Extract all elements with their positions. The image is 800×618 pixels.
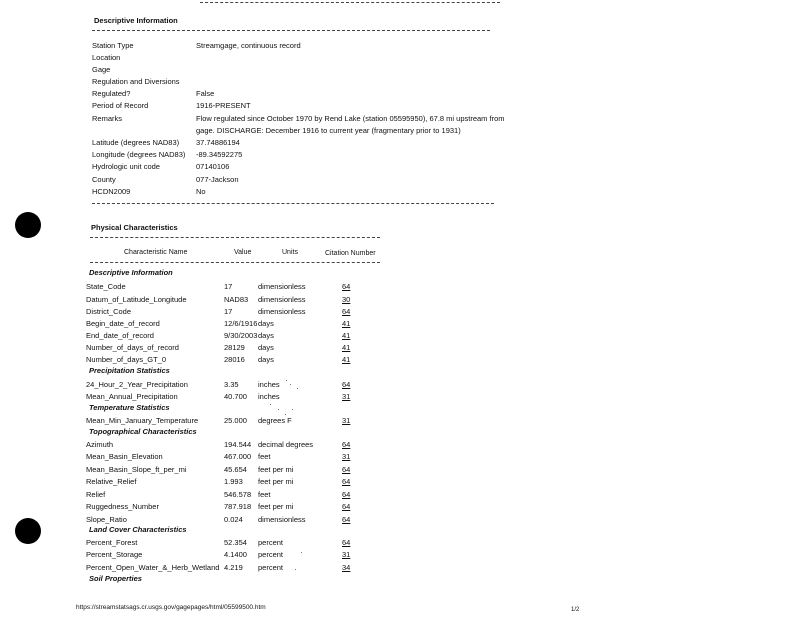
scan-speck: [286, 380, 287, 381]
characteristic-value: 787.918: [224, 502, 252, 511]
scan-speck: [270, 404, 271, 405]
citation-link[interactable]: 64: [342, 477, 351, 486]
descriptive-label: HCDN2009: [92, 187, 131, 196]
descriptive-label: Hydrologic unit code: [92, 162, 160, 171]
descriptive-top-rule: [92, 30, 490, 31]
characteristic-units: dimensionless: [258, 295, 306, 304]
characteristic-value: 546.578: [224, 490, 252, 499]
citation-link[interactable]: 64: [342, 490, 351, 499]
characteristic-name: Number_of_days_of_record: [86, 343, 179, 352]
col-header-citation: Citation Number: [325, 250, 376, 257]
characteristic-units: feet per mi: [258, 477, 294, 486]
characteristic-name: Mean_Annual_Precipitation: [86, 392, 178, 401]
physical-title: Physical Characteristics: [91, 223, 178, 232]
col-header-value: Value: [234, 249, 252, 256]
page-number: 1/2: [571, 607, 580, 613]
scan-speck: [278, 409, 279, 410]
col-header-units: Units: [282, 249, 298, 256]
citation-link[interactable]: 31: [342, 550, 351, 559]
characteristic-value: 17: [224, 307, 233, 316]
scan-speck: [295, 569, 296, 570]
citation-link[interactable]: 31: [342, 416, 351, 425]
characteristic-name: 24_Hour_2_Year_Precipitation: [86, 380, 188, 389]
descriptive-label: Period of Record: [92, 101, 149, 110]
characteristic-name: Percent_Open_Water_&_Herb_Wetland: [86, 563, 220, 572]
characteristic-name: Relative_Relief: [86, 477, 137, 486]
characteristic-name: Relief: [86, 490, 106, 499]
characteristic-units: feet: [258, 452, 271, 461]
characteristic-name: State_Code: [86, 282, 126, 291]
characteristic-units: inches: [258, 392, 280, 401]
physical-top-rule: [90, 237, 380, 238]
characteristic-value: 0.024: [224, 515, 243, 524]
characteristic-units: inches: [258, 380, 280, 389]
descriptive-value: gage. DISCHARGE: December 1916 to current year (fragmentary prior to 1931): [196, 126, 461, 135]
characteristic-value: 25.000: [224, 416, 247, 425]
citation-link[interactable]: 31: [342, 392, 351, 401]
characteristic-value: 45.654: [224, 465, 247, 474]
descriptive-label: Station Type: [92, 41, 134, 50]
characteristic-name: Begin_date_of_record: [86, 319, 160, 328]
citation-link[interactable]: 64: [342, 515, 351, 524]
descriptive-label: Latitude (degrees NAD83): [92, 138, 180, 147]
category-heading: Descriptive Information: [89, 268, 173, 277]
descriptive-value: 077-Jackson: [196, 175, 239, 184]
characteristic-units: percent: [258, 550, 284, 559]
characteristic-units: decimal degrees: [258, 440, 314, 449]
category-heading: Soil Properties: [89, 574, 142, 583]
citation-link[interactable]: 34: [342, 563, 351, 572]
scan-speck: [297, 388, 298, 389]
category-heading: Temperature Statistics: [89, 403, 170, 412]
characteristic-value: 17: [224, 282, 233, 291]
characteristic-value: 3.35: [224, 380, 239, 389]
descriptive-label: Regulated?: [92, 89, 131, 98]
characteristic-value: 28016: [224, 355, 245, 364]
characteristic-units: days: [258, 319, 274, 328]
characteristic-name: Number_of_days_GT_0: [86, 355, 167, 364]
characteristic-name: Percent_Storage: [86, 550, 143, 559]
characteristic-value: 4.1400: [224, 550, 247, 559]
col-header-name: Characteristic Name: [124, 249, 188, 256]
characteristic-name: Mean_Basin_Slope_ft_per_mi: [86, 465, 187, 474]
descriptive-value: 07140106: [196, 162, 230, 171]
characteristic-units: days: [258, 331, 274, 340]
citation-link[interactable]: 64: [342, 440, 351, 449]
scan-speck: [285, 414, 286, 415]
characteristic-value: 467.000: [224, 452, 252, 461]
descriptive-bottom-rule: [92, 203, 494, 204]
punch-hole-bottom: [15, 518, 41, 544]
descriptive-value: 37.74886194: [196, 138, 240, 147]
characteristic-value: 9/30/2003: [224, 331, 258, 340]
characteristic-units: dimensionless: [258, 307, 306, 316]
scan-speck: [290, 384, 291, 385]
descriptive-value: 1916-PRESENT: [196, 101, 251, 110]
header-rule: [90, 262, 380, 263]
punch-hole-top: [15, 212, 41, 238]
characteristic-value: 28129: [224, 343, 245, 352]
characteristic-units: days: [258, 343, 274, 352]
characteristic-value: 1.993: [224, 477, 243, 486]
characteristic-units: dimensionless: [258, 515, 306, 524]
characteristic-value: 4.219: [224, 563, 243, 572]
characteristic-units: feet per mi: [258, 465, 294, 474]
citation-link[interactable]: 31: [342, 452, 351, 461]
descriptive-value: Streamgage, continuous record: [196, 41, 301, 50]
characteristic-value: 12/6/1916: [224, 319, 258, 328]
descriptive-title: Descriptive Information: [94, 16, 178, 25]
descriptive-value: -89.34592275: [196, 150, 243, 159]
category-heading: Precipitation Statistics: [89, 366, 170, 375]
citation-link[interactable]: 64: [342, 538, 351, 547]
characteristic-name: End_date_of_record: [86, 331, 154, 340]
category-heading: Land Cover Characteristics: [89, 525, 187, 534]
descriptive-label: Remarks: [92, 114, 123, 123]
characteristic-units: dimensionless: [258, 282, 306, 291]
scan-speck: [301, 552, 302, 553]
citation-link[interactable]: 30: [342, 295, 351, 304]
descriptive-label: Gage: [92, 65, 111, 74]
characteristic-units: feet: [258, 490, 271, 499]
footer-url: https://streamstatsags.cr.usgs.gov/gagepages/html/05599500.htm: [76, 604, 266, 611]
citation-link[interactable]: 41: [342, 343, 351, 352]
characteristic-name: Slope_Ratio: [86, 515, 127, 524]
citation-link[interactable]: 41: [342, 355, 351, 364]
descriptive-value: No: [196, 187, 206, 196]
characteristic-value: NAD83: [224, 295, 249, 304]
descriptive-value: False: [196, 89, 215, 98]
citation-link[interactable]: 41: [342, 331, 351, 340]
characteristic-units: degrees F: [258, 416, 292, 425]
citation-link[interactable]: 64: [342, 502, 351, 511]
characteristic-units: feet per mi: [258, 502, 294, 511]
category-heading: Topographical Characteristics: [89, 427, 197, 436]
characteristic-units: percent: [258, 563, 284, 572]
characteristic-value: 40.700: [224, 392, 247, 401]
characteristic-value: 52.354: [224, 538, 247, 547]
top-rule: [200, 2, 500, 3]
descriptive-label: County: [92, 175, 116, 184]
descriptive-label: Regulation and Diversions: [92, 77, 180, 86]
citation-link[interactable]: 64: [342, 307, 351, 316]
citation-link[interactable]: 64: [342, 465, 351, 474]
characteristic-name: District_Code: [86, 307, 132, 316]
characteristic-units: percent: [258, 538, 284, 547]
descriptive-label: Longitude (degrees NAD83): [92, 150, 186, 159]
characteristic-value: 194.544: [224, 440, 252, 449]
characteristic-name: Datum_of_Latitude_Longitude: [86, 295, 187, 304]
characteristic-name: Mean_Basin_Elevation: [86, 452, 163, 461]
scan-speck: [292, 409, 293, 410]
citation-link[interactable]: 64: [342, 380, 351, 389]
characteristic-name: Mean_Min_January_Temperature: [86, 416, 199, 425]
characteristic-name: Azimuth: [86, 440, 114, 449]
citation-link[interactable]: 64: [342, 282, 351, 291]
citation-link[interactable]: 41: [342, 319, 351, 328]
characteristic-units: days: [258, 355, 274, 364]
descriptive-value: Flow regulated since October 1970 by Rend Lake (station 05595950), 67.8 mi upstream from: [196, 114, 505, 123]
descriptive-label: Location: [92, 53, 121, 62]
characteristic-name: Percent_Forest: [86, 538, 138, 547]
characteristic-name: Ruggedness_Number: [86, 502, 159, 511]
